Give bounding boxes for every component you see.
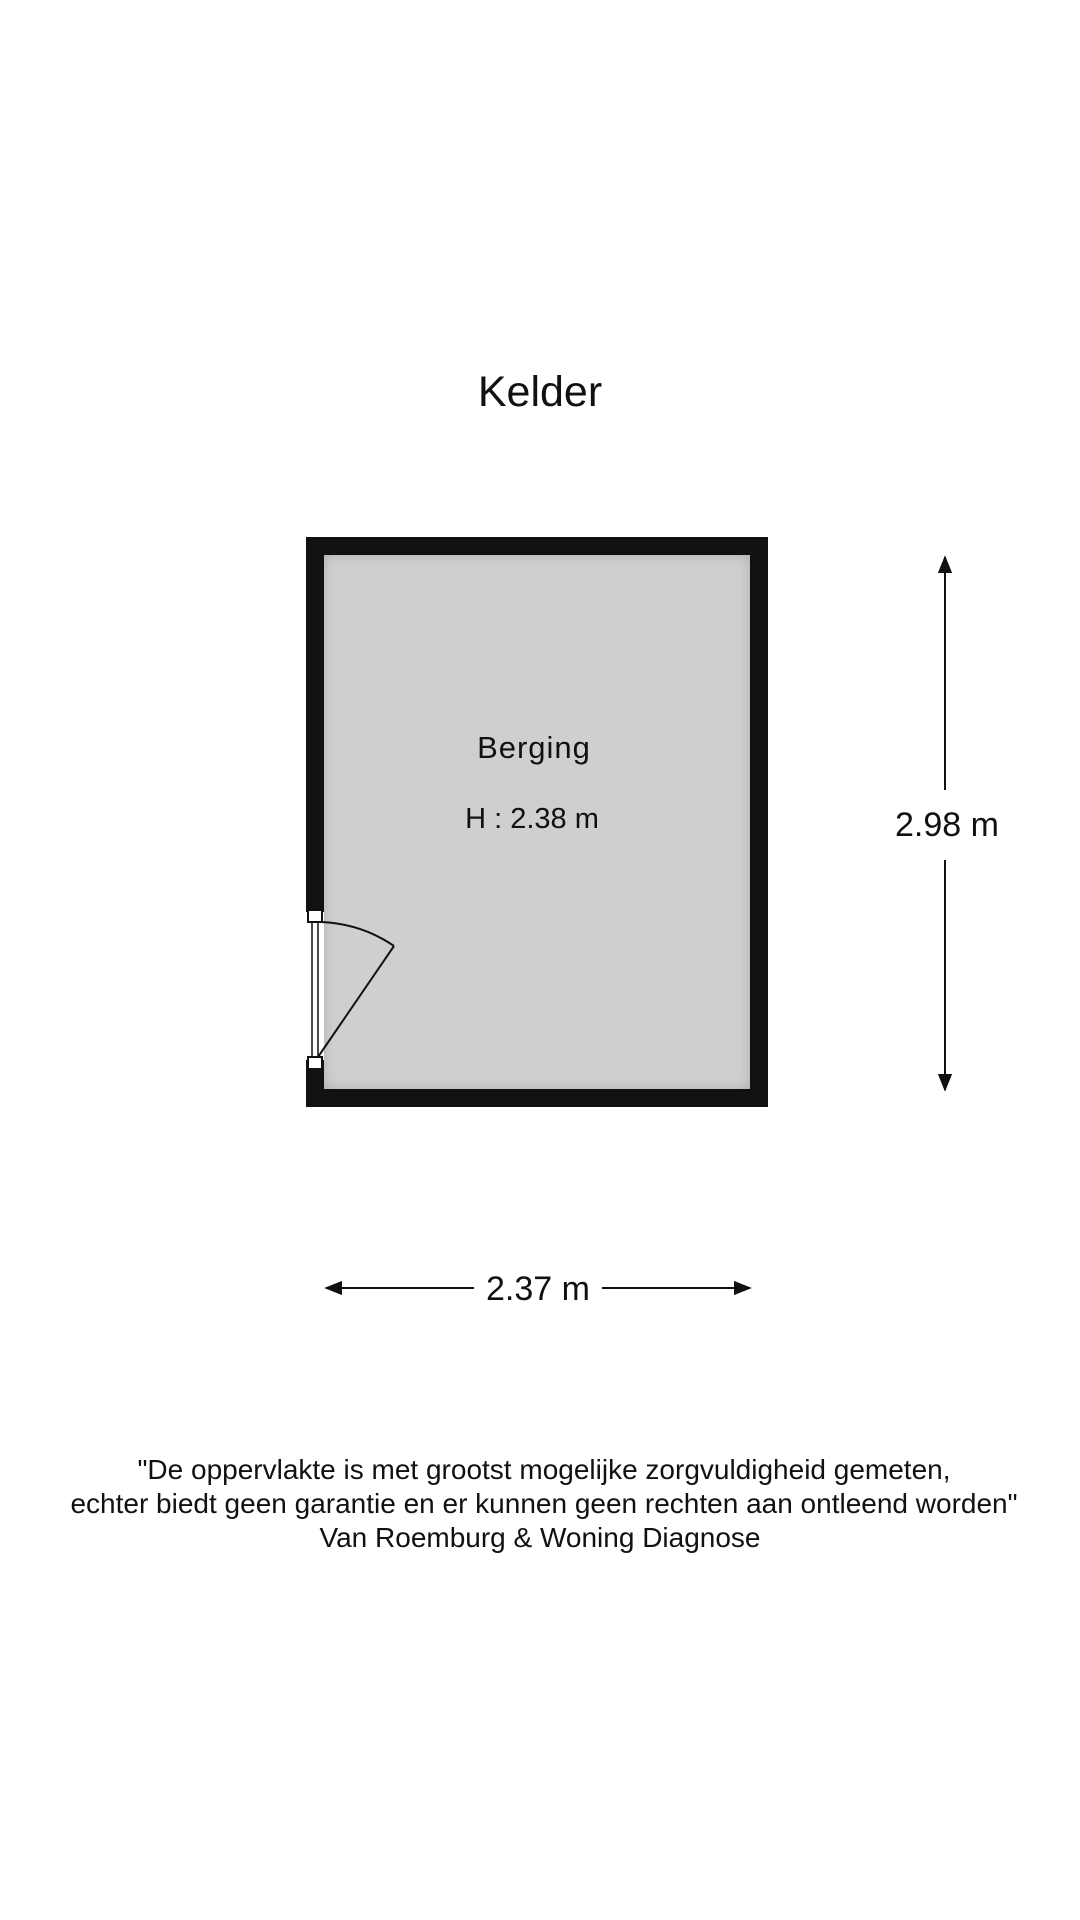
width-dimension-label: 2.37 m — [486, 1270, 590, 1308]
room-name: Berging — [477, 730, 591, 765]
disclaimer-line-1: "De oppervlakte is met grootst mogelijke zorgvuldigheid gemeten, — [137, 1454, 951, 1485]
door-opening — [306, 912, 324, 1060]
floor-title: Kelder — [477, 368, 603, 416]
door-jamb-top — [308, 910, 322, 922]
disclaimer-line-2: echter biedt geen garantie en er kunnen geen rechten aan ontleend worden" — [70, 1488, 1018, 1519]
depth-dimension-label: 2.98 m — [895, 806, 999, 844]
room-height-label: H : 2.38 m — [465, 803, 599, 835]
door-jamb-bottom — [308, 1057, 322, 1069]
disclaimer-credit: Van Roemburg & Woning Diagnose — [319, 1522, 761, 1553]
